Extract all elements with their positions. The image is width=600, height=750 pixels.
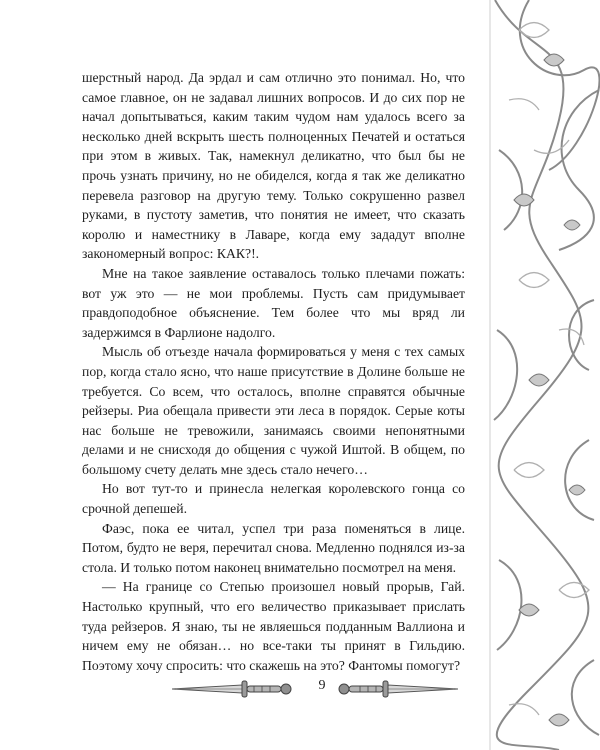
dagger-icon — [172, 679, 300, 699]
paragraph: — На границе со Степью произошел новый прорыв, Гай. Настолько крупный, что его величество приказывает прислать туда рейзеров. Я знаю, ты не являешься подданным Валлиона и ничем ему не обязан… но все-таки ты принят в Гильдию. Поэтому хочу спросить: что скажешь на это? Фантомы помогут? — [82, 579, 465, 673]
body-text — [82, 68, 465, 675]
floral-border-ornament — [489, 0, 600, 750]
paragraph: Мне на такое заявление оставалось только плечами пожать: вот уж это — не мои проблемы. Пусть сам придумывает правдоподобное объяснение. Тем более что мы вряд ли задержимся в Фарлионе надолго. — [82, 265, 465, 340]
floral-ornament-icon — [489, 0, 600, 750]
paragraph: Мысль об отъезде начала формироваться у меня с тех самых пор, когда стало ясно, что наше присутствие в Долине больше не требуется. Со всем, что осталось, вполне справятся обычные рейзеры. Риа обещала привести эти леса в порядок. Серые коты нас больше не тревожили, занимаясь своими непонятными делами и не снисходя до общения с чужой Иштой. В общем, по большому счету делать мне здесь стало нечего… — [82, 344, 465, 477]
paragraph: Но вот тут-то и принесла нелегкая королевского гонца со срочной депешей. — [82, 481, 465, 517]
paragraph: Фаэс, пока ее читал, успел три раза поменяться в лице. Потом, будто не веря, перечитал снова. Медленно поднялся из-за стола. И только потом наконец внимательно посмотрел на меня. — [82, 520, 465, 575]
page-footer — [172, 676, 472, 700]
page-number: 9 — [318, 678, 326, 693]
paragraph: шерстный народ. Да эрдал и сам отлично это понимал. Но, что самое главное, он не задавал лишних вопросов. И до сих пор не начал допытываться, каким таким чудом нам удалось всего за несколько дней вскрыть шесть полноценных Печатей и остаться при этом в живых. Так, намекнул деликатно, что был бы не прочь узнать причину, но не обиделся, когда я так же деликатно перевела разговор на другую тему. Только сокрушенно развел руками, в пустоту заметив, что понятия не имеет, что сказать королю и наместнику в Лаваре, когда ему зададут вполне закономерный вопрос: КАК?!. — [82, 70, 465, 262]
dagger-icon — [330, 679, 458, 699]
